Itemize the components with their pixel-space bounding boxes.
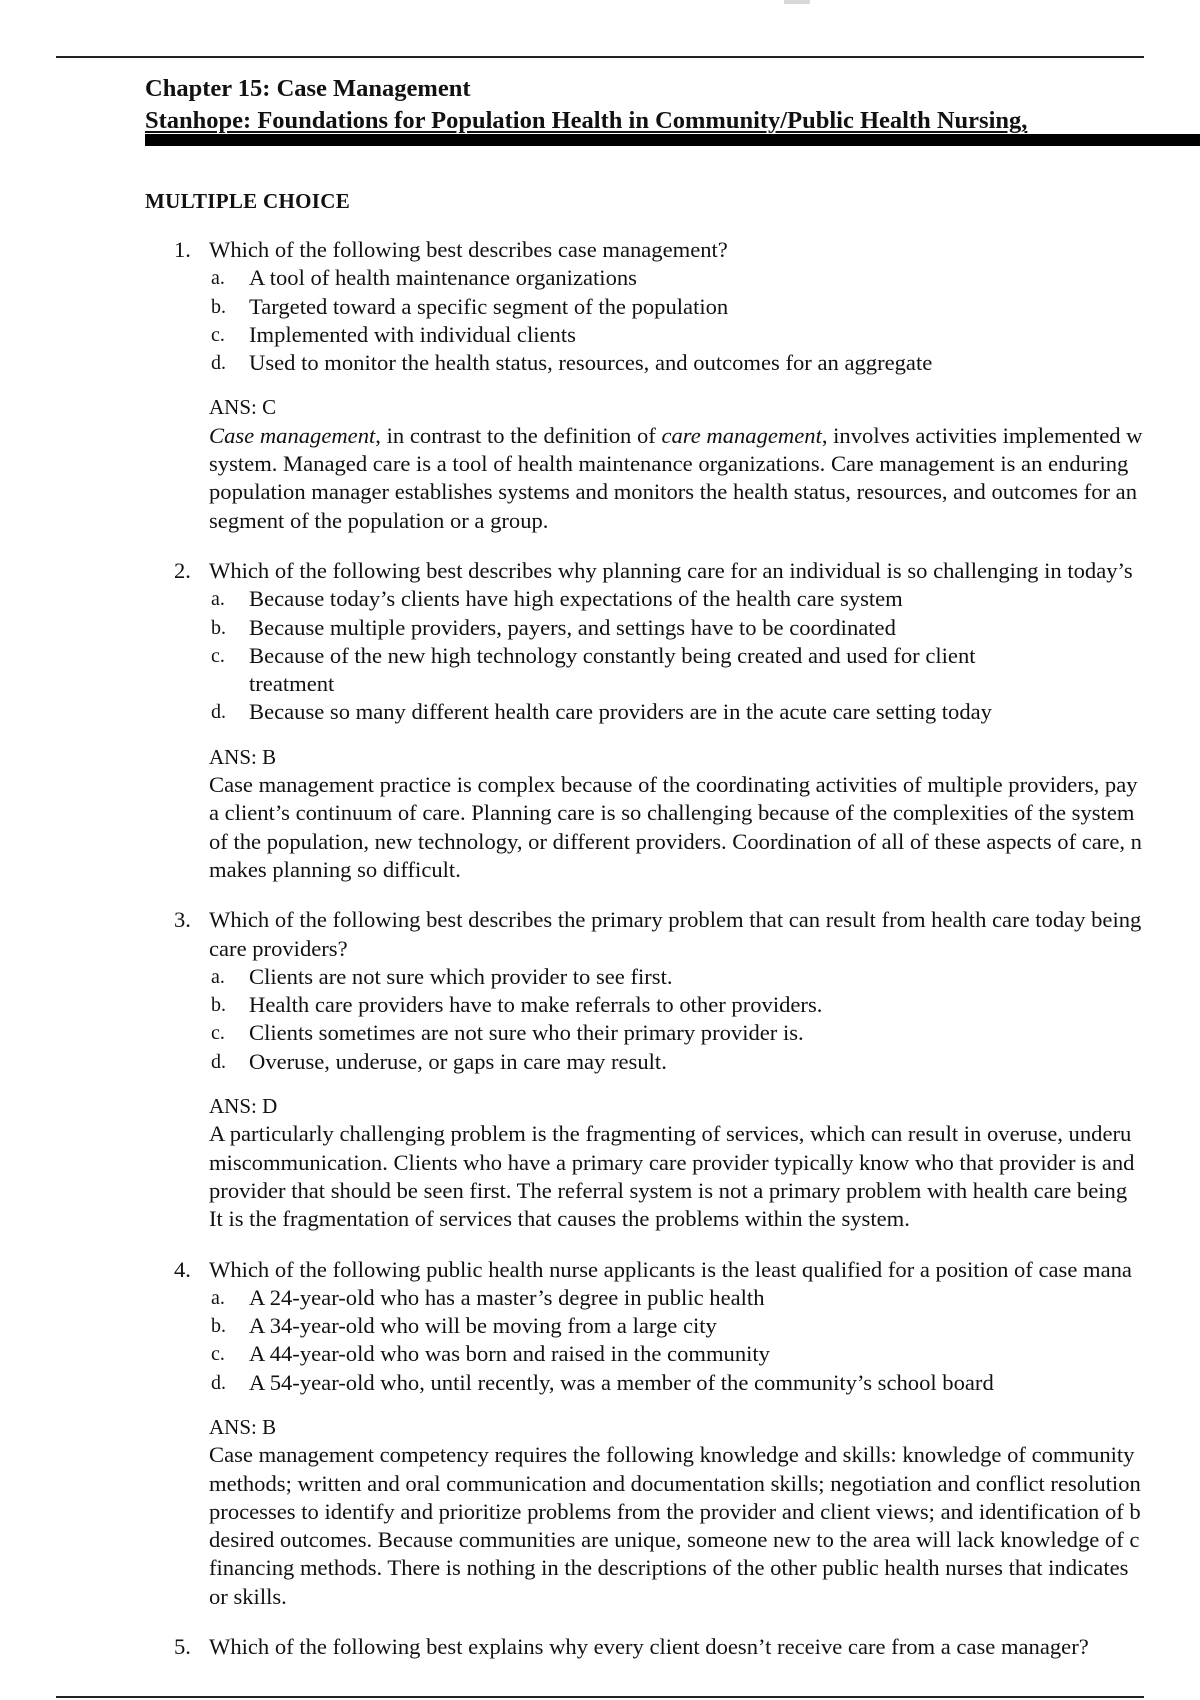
option-c (0, 321, 1200, 349)
rationale-line: Case management practice is complex because of the coordinating activities of multiple providers, pay (209, 772, 1138, 798)
rationale-line: of the population, new technology, or different providers. Coordination of all of these aspects of care, n (209, 828, 1142, 854)
rationale-line: system. Managed care is a tool of health maintenance organizations. Care management is an enduring (209, 451, 1129, 477)
option-c (0, 642, 1200, 699)
option-text: Because today’s clients have high expectations of the health care system (249, 586, 903, 612)
answer-block (0, 393, 1200, 534)
option-letter: d. (211, 701, 226, 724)
question-text-line: care providers? (209, 935, 348, 961)
option-text: Clients sometimes are not sure who their primary provider is. (249, 1020, 804, 1046)
rationale-text: , in contrast to the definition of (375, 422, 662, 448)
question-text-line: Which of the following best describes the primary problem that can result from health care today being (209, 907, 1142, 933)
option-c (0, 1019, 1200, 1047)
question-text (209, 906, 1200, 963)
option-text: Implemented with individual clients (249, 321, 576, 347)
option-a (0, 585, 1200, 613)
question-4 (0, 1256, 1200, 1612)
question-text: Which of the following public health nurse applicants is the least qualified for a position of case mana (209, 1256, 1132, 1282)
rationale-line: methods; written and oral communication and documentation skills; negotiation and conflict resolution (209, 1470, 1141, 1496)
option-text: A tool of health maintenance organizations (249, 265, 637, 291)
bottom-rule (56, 1696, 1144, 1698)
option-letter: d. (211, 1050, 226, 1073)
rationale-text: , involves activities implemented w (821, 422, 1143, 448)
option-c (0, 1340, 1200, 1368)
option-b (0, 1312, 1200, 1340)
answer-key: ANS: B (209, 744, 277, 769)
option-list (0, 585, 1200, 726)
rationale-line: population manager establishes systems and monitors the health status, resources, and outcomes for an (209, 479, 1138, 505)
option-d (0, 1369, 1200, 1397)
rationale (209, 771, 1200, 884)
rationale (209, 1441, 1200, 1611)
option-letter: c. (211, 1343, 225, 1366)
option-letter: c. (211, 1022, 225, 1045)
question-list (0, 236, 1200, 1683)
option-letter: d. (211, 352, 226, 375)
rationale-line: desired outcomes. Because communities are unique, someone new to the area will lack knowledge of c (209, 1527, 1140, 1553)
option-list (0, 264, 1200, 377)
rationale-line: It is the fragmentation of services that causes the problems within the system. (209, 1206, 910, 1232)
option-a (0, 963, 1200, 991)
question-text: Which of the following best describes case management? (209, 237, 728, 262)
option-letter: b. (211, 295, 226, 318)
question-number: 4. (174, 1256, 191, 1282)
question-text: Which of the following best describes why planning care for an individual is so challenging in today’s (209, 557, 1133, 583)
top-rule (56, 56, 1144, 58)
option-a (0, 1284, 1200, 1312)
rationale-line: financing methods. There is nothing in the descriptions of the other public health nurses that indicates (209, 1555, 1129, 1581)
option-d (0, 349, 1200, 377)
rationale-line: a client’s continuum of care. Planning care is so challenging because of the complexities of the system (209, 800, 1135, 826)
option-list (0, 963, 1200, 1076)
option-letter: b. (211, 1315, 226, 1338)
section-heading: MULTIPLE CHOICE (145, 189, 351, 213)
answer-block (0, 743, 1200, 884)
rationale-line: makes planning so difficult. (209, 856, 461, 882)
answer-block (0, 1413, 1200, 1611)
option-text: A 34-year-old who will be moving from a large city (249, 1313, 717, 1339)
option-letter: a. (211, 1286, 225, 1309)
question-text: Which of the following best explains why every client doesn’t receive care from a case manager? (209, 1634, 1089, 1660)
option-a (0, 264, 1200, 292)
option-letter: a. (211, 588, 225, 611)
rationale-line: A particularly challenging problem is the fragmenting of services, which can result in overuse, underu (209, 1121, 1132, 1147)
question-number: 1. (174, 237, 191, 262)
question-5 (0, 1633, 1200, 1661)
answer-key: ANS: D (209, 1094, 278, 1119)
answer-key: ANS: B (209, 1414, 277, 1439)
answer-block (0, 1092, 1200, 1233)
chapter-title: Chapter 15: Case Management (145, 75, 471, 102)
option-letter: c. (211, 644, 225, 667)
answer-key: ANS: C (209, 395, 277, 420)
rationale-line: processes to identify and prioritize problems from the provider and client views; and identification of b (209, 1498, 1141, 1524)
option-text: Targeted toward a specific segment of the population (249, 293, 729, 319)
rationale-line: miscommunication. Clients who have a primary care provider typically know who that provider is and (209, 1149, 1135, 1175)
option-letter: a. (211, 267, 225, 290)
question-number: 2. (174, 557, 191, 583)
option-letter: b. (211, 994, 226, 1017)
question-3 (0, 906, 1200, 1233)
option-b (0, 991, 1200, 1019)
question-number: 3. (174, 907, 191, 933)
book-title: Stanhope: Foundations for Population Health in Community/Public Health Nursing, (145, 107, 1028, 134)
option-text: A 24-year-old who has a master’s degree in public health (249, 1284, 765, 1310)
option-letter: d. (211, 1371, 226, 1394)
question-number: 5. (174, 1634, 191, 1660)
option-d (0, 1048, 1200, 1076)
option-text: Used to monitor the health status, resources, and outcomes for an aggregate (249, 350, 933, 376)
option-letter: b. (211, 616, 226, 639)
option-text: Health care providers have to make referrals to other providers. (249, 992, 823, 1018)
option-list (0, 1284, 1200, 1397)
question-1 (0, 236, 1200, 535)
option-letter: c. (211, 323, 225, 346)
rationale-term: care management (661, 422, 822, 448)
rationale-line: provider that should be seen first. The referral system is not a primary problem with health care being (209, 1177, 1128, 1203)
option-text: Because so many different health care providers are in the acute care setting today (249, 699, 992, 725)
rationale (209, 1120, 1200, 1233)
question-2 (0, 557, 1200, 884)
header-divider (145, 134, 1200, 146)
option-text: Clients are not sure which provider to see first. (249, 963, 673, 989)
option-text: Because of the new high technology constantly being created and used for client treatment (249, 642, 976, 697)
rationale-line: or skills. (209, 1583, 287, 1609)
option-b (0, 614, 1200, 642)
option-text: Because multiple providers, payers, and settings have to be coordinated (249, 614, 896, 640)
option-b (0, 293, 1200, 321)
option-text: A 54-year-old who, until recently, was a member of the community’s school board (249, 1369, 994, 1395)
document-header (145, 72, 1200, 136)
rationale-term: Case management (209, 422, 376, 448)
rationale-line: segment of the population or a group. (209, 507, 549, 533)
rationale (209, 422, 1200, 535)
option-text: A 44-year-old who was born and raised in the community (249, 1341, 770, 1367)
rationale-line: Case management competency requires the following knowledge and skills: knowledge of community (209, 1442, 1135, 1468)
option-d (0, 698, 1200, 726)
option-text: Overuse, underuse, or gaps in care may result. (249, 1048, 667, 1074)
option-letter: a. (211, 965, 225, 988)
page-edge-mark (784, 0, 810, 4)
